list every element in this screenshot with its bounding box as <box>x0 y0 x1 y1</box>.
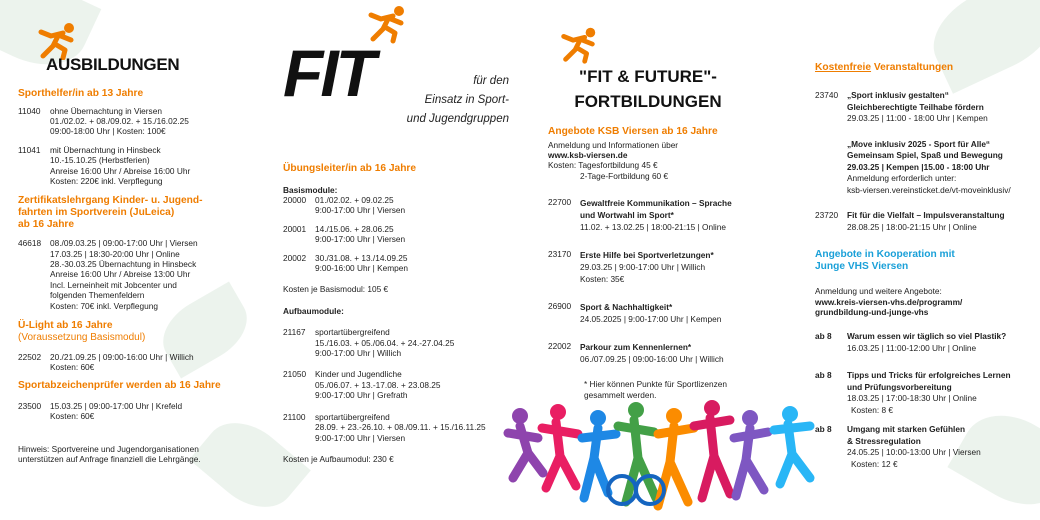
course-code: 22002 <box>548 341 572 352</box>
course-line: 15./16.03. + 05./06.04. + 24.-27.04.25 <box>315 337 455 348</box>
section-title-line: ab 16 Jahre <box>18 218 75 230</box>
heading-part: Kostenfreie <box>815 62 872 73</box>
section-title: Übungsleiter/in ab 16 Jahre <box>283 163 417 174</box>
course-title: Tipps und Tricks für erfolgreiches Lernen <box>847 370 1011 381</box>
course-entry <box>283 224 523 245</box>
tagline-line: Einsatz in Sport- <box>424 94 509 106</box>
fit-logo: FIT <box>283 36 373 110</box>
section-title-line: Angebote in Kooperation mit <box>815 249 955 260</box>
course-entry <box>18 352 258 373</box>
course-entry <box>815 210 1037 233</box>
age-label: ab 8 <box>815 424 832 435</box>
course-entry <box>815 90 1037 125</box>
course-line: 28.-30.03.25 Übernachtung in Hinsbeck <box>50 259 197 270</box>
course-line: 9:00-16:00 Uhr | Kempen <box>315 263 409 274</box>
course-line: 29.03.25 | Kempen |15.00 - 18:00 Uhr <box>847 161 990 172</box>
course-line: 05./06.07. + 13.-17.08. + 23.08.25 <box>315 379 441 390</box>
course-title: Umgang mit starken Gefühlen <box>847 424 966 435</box>
course-entry <box>815 424 1037 470</box>
course-title: Warum essen wir täglich so viel Plastik? <box>847 331 1007 342</box>
hint-line: unterstützen auf Anfrage finanziell die Lehrgänge. <box>18 454 201 465</box>
course-entry <box>548 197 788 233</box>
section-title: Ü-Light ab 16 Jahre <box>18 320 113 332</box>
website-link-line[interactable]: grundbildung-und-junge-vhs <box>815 307 929 317</box>
course-entry <box>18 238 258 311</box>
section-subtitle: (Voraussetzung Basismodul) <box>18 331 146 343</box>
course-line: ohne Übernachtung in Viersen <box>50 105 162 116</box>
course-entry <box>18 145 258 187</box>
course-line: 30./31.08. + 13./14.09.25 <box>315 252 408 263</box>
footnote-line: gesammelt werden. <box>584 389 657 400</box>
course-code: 21167 <box>283 327 306 338</box>
section-heading: AUSBILDUNGEN <box>46 55 180 74</box>
course-line: 16.03.25 | 11:00-12:00 Uhr | Online <box>847 342 977 353</box>
course-line: 10.-15.10.25 (Herbstferien) <box>50 155 150 166</box>
cost-note: Kosten je Basismodul: 105 € <box>283 284 389 295</box>
course-entry <box>548 341 788 365</box>
course-line: Kosten: 12 € <box>851 458 898 469</box>
course-code: 11040 <box>18 105 41 116</box>
course-entry <box>815 139 1037 197</box>
course-line: sportartübergreifend <box>315 327 390 338</box>
section-title: Angebote KSB Viersen ab 16 Jahre <box>548 126 718 137</box>
column-fit <box>283 0 523 520</box>
intro-text: Anmeldung und weitere Angebote: <box>815 286 942 297</box>
course-line: 29.03.25 | 11:00 - 18:00 Uhr | Kempen <box>847 113 988 123</box>
course-line: 28.08.25 | 18:00-21:15 Uhr | Online <box>847 221 977 232</box>
course-line: 01./02.02. + 08./09.02. + 15./16.02.25 <box>50 116 189 126</box>
course-title: Fit für die Vielfalt – Impulsveranstaltung <box>847 210 1005 220</box>
course-entry <box>283 412 523 443</box>
course-code: 20001 <box>283 223 307 234</box>
course-entry <box>815 370 1037 416</box>
course-line: Anreise 16:00 Uhr / Abreise 13:00 Uhr <box>50 269 191 280</box>
cost-note: Kosten je Aufbaumodul: 230 € <box>283 453 394 464</box>
course-code: 22700 <box>548 197 572 208</box>
runner-icon <box>556 26 600 64</box>
course-line: Kosten: 60€ <box>50 411 95 422</box>
course-entry <box>548 249 788 285</box>
section-title <box>815 249 1037 272</box>
course-line: 18.03.25 | 17:00-18:30 Uhr | Online <box>847 393 977 404</box>
course-entry <box>18 106 258 137</box>
course-line: Anmeldung erforderlich unter: <box>847 173 957 183</box>
course-line: 14./15.06. + 28.06.25 <box>315 223 394 234</box>
course-line: 24.05.2025 | 9:00-17:00 Uhr | Kempen <box>580 314 722 325</box>
course-line: 9:00-17:00 Uhr | Viersen <box>315 205 406 216</box>
athletes-silhouettes-illustration <box>498 398 818 516</box>
age-label: ab 8 <box>815 331 832 342</box>
subsection-label: Aufbaumodule: <box>283 305 344 316</box>
course-entry <box>815 331 1037 354</box>
course-line: Kosten: 220€ inkl. Verpflegung <box>50 176 163 187</box>
cost-line: Kosten: Tagesfortbildung 45 € <box>548 160 658 171</box>
tagline <box>381 72 509 129</box>
course-line: Kosten: 35€ <box>580 274 625 285</box>
column-ausbildungen <box>18 0 258 520</box>
course-entry <box>283 253 523 274</box>
heading-line: FORTBILDUNGEN <box>574 92 722 111</box>
course-code: 20002 <box>283 252 307 263</box>
course-title: Gemeinsam Spiel, Spaß und Bewegung <box>847 150 1003 160</box>
section-heading <box>548 64 748 114</box>
heading-line: "FIT & FUTURE"- <box>579 67 717 86</box>
hint-line: Hinweis: Sportvereine und Jugendorganisationen <box>18 443 199 454</box>
website-link[interactable] <box>815 297 1037 318</box>
course-entry <box>283 327 523 358</box>
course-code: 23720 <box>815 210 839 220</box>
course-line: 11.02. + 13.02.25 | 18:00-21:15 | Online <box>580 222 727 233</box>
footnote <box>548 379 788 400</box>
course-line: 09:00-18:00 Uhr | Kosten: 100€ <box>50 126 166 137</box>
course-line: Anreise 16:00 Uhr / Abreise 16:00 Uhr <box>50 165 191 176</box>
course-title: Gleichberechtigte Teilhabe fördern <box>847 101 984 112</box>
subsection-label: Basismodule: <box>283 184 338 195</box>
course-line: folgenden Themenfeldern <box>50 290 145 301</box>
section-title-line: fahrten im Sportverein (JuLeica) <box>18 207 175 219</box>
course-line: Kosten: 70€ inkl. Verpflegung <box>50 300 158 311</box>
age-label: ab 8 <box>815 370 832 381</box>
column-fit-future <box>548 0 788 520</box>
course-title: und Prüfungsvorbereitung <box>847 381 952 392</box>
course-line: Incl. Lerneinheit mit Jobcenter und <box>50 279 177 290</box>
course-line: sportartübergreifend <box>315 411 390 422</box>
course-code: 26900 <box>548 301 572 312</box>
website-link-line[interactable]: www.kreis-viersen-vhs.de/programm/ <box>815 296 963 307</box>
tagline-line: und Jugendgruppen <box>406 113 509 125</box>
course-line: 15.03.25 | 09:00-17:00 Uhr | Krefeld <box>50 401 183 412</box>
course-line: 9:00-17:00 Uhr | Grefrath <box>315 390 408 401</box>
section-title: Sportabzeichenprüfer werden ab 16 Jahre <box>18 380 221 392</box>
course-title: „Sport inklusiv gestalten“ <box>847 90 949 100</box>
course-line: 20./21.09.25 | 09:00-16:00 Uhr | Willich <box>50 351 194 362</box>
course-line: 9:00-17:00 Uhr | Viersen <box>315 234 406 245</box>
section-heading <box>815 62 953 74</box>
course-line: 24.05.25 | 10:00-13:00 Uhr | Viersen <box>847 447 981 458</box>
course-code: 22502 <box>18 351 42 362</box>
section-title-line: Zertifikatslehrgang Kinder- u. Jugend- <box>18 195 203 207</box>
course-entry <box>283 369 523 400</box>
course-line: 9:00-17:00 Uhr | Willich <box>315 348 402 359</box>
course-line: 08./09.03.25 | 09:00-17:00 Uhr | Viersen <box>50 238 198 249</box>
section-title-line: Junge VHS Viersen <box>815 260 909 272</box>
intro-text: Anmeldung und Informationen über <box>548 139 679 150</box>
course-title: & Stressregulation <box>847 435 921 446</box>
course-line: 01./02.02. + 09.02.25 <box>315 195 394 205</box>
course-code: 23170 <box>548 249 572 260</box>
course-code: 23740 <box>815 90 839 100</box>
course-line[interactable]: ksb-viersen.vereinsticket.de/vt-moveinklusiv/ <box>847 184 1011 195</box>
course-line: Kosten: 60€ <box>50 362 95 373</box>
course-line: 17.03.25 | 18:30-20:00 Uhr | Online <box>50 248 180 259</box>
course-code: 21050 <box>283 369 307 380</box>
course-title: und Wortwahl im Sport* <box>580 210 674 221</box>
section-title <box>18 195 258 230</box>
cost-line: 2-Tage-Fortbildung 60 € <box>580 170 669 181</box>
course-line: mit Übernachtung in Hinsbeck <box>50 144 161 155</box>
course-line: Kinder und Jugendliche <box>315 369 402 380</box>
course-code: 23500 <box>18 401 42 412</box>
course-line: 28.09. + 23.-26.10. + 08./09.11. + 15./16.11.25 <box>315 422 486 433</box>
heading-part: Veranstaltungen <box>871 62 954 73</box>
website-link[interactable]: www.ksb-viersen.de <box>548 150 628 160</box>
course-title: Sport & Nachhaltigkeit* <box>580 302 673 313</box>
footnote-line: * Hier können Punkte für Sportlizenzen <box>584 379 727 390</box>
section-title: Sporthelfer/in ab 13 Jahre <box>18 88 144 99</box>
course-line: Kosten: 8 € <box>851 404 893 415</box>
course-line: 29.03.25 | 9:00-17:00 Uhr | Willich <box>580 262 706 273</box>
course-code: 21100 <box>283 411 306 422</box>
course-line: 9:00-17:00 Uhr | Viersen <box>315 432 406 443</box>
course-title: Erste Hilfe bei Sportverletzungen* <box>580 250 714 261</box>
course-entry <box>283 195 523 216</box>
course-entry <box>548 301 788 325</box>
course-code: 20000 <box>283 195 307 205</box>
course-title: Gewaltfreie Kommunikation – Sprache <box>580 198 732 209</box>
course-code: 46618 <box>18 238 42 249</box>
course-title: Parkour zum Kennenlernen* <box>580 342 692 353</box>
hint-text <box>18 444 258 465</box>
tagline-line: für den <box>473 75 509 87</box>
course-entry <box>18 401 258 422</box>
course-code: 11041 <box>18 144 41 155</box>
course-line: 06./07.09.25 | 09:00-16:00 Uhr | Willich <box>580 354 724 365</box>
column-kostenfrei <box>815 0 1037 520</box>
course-title: „Move inklusiv 2025 - Sport für Alle“ <box>847 138 991 149</box>
